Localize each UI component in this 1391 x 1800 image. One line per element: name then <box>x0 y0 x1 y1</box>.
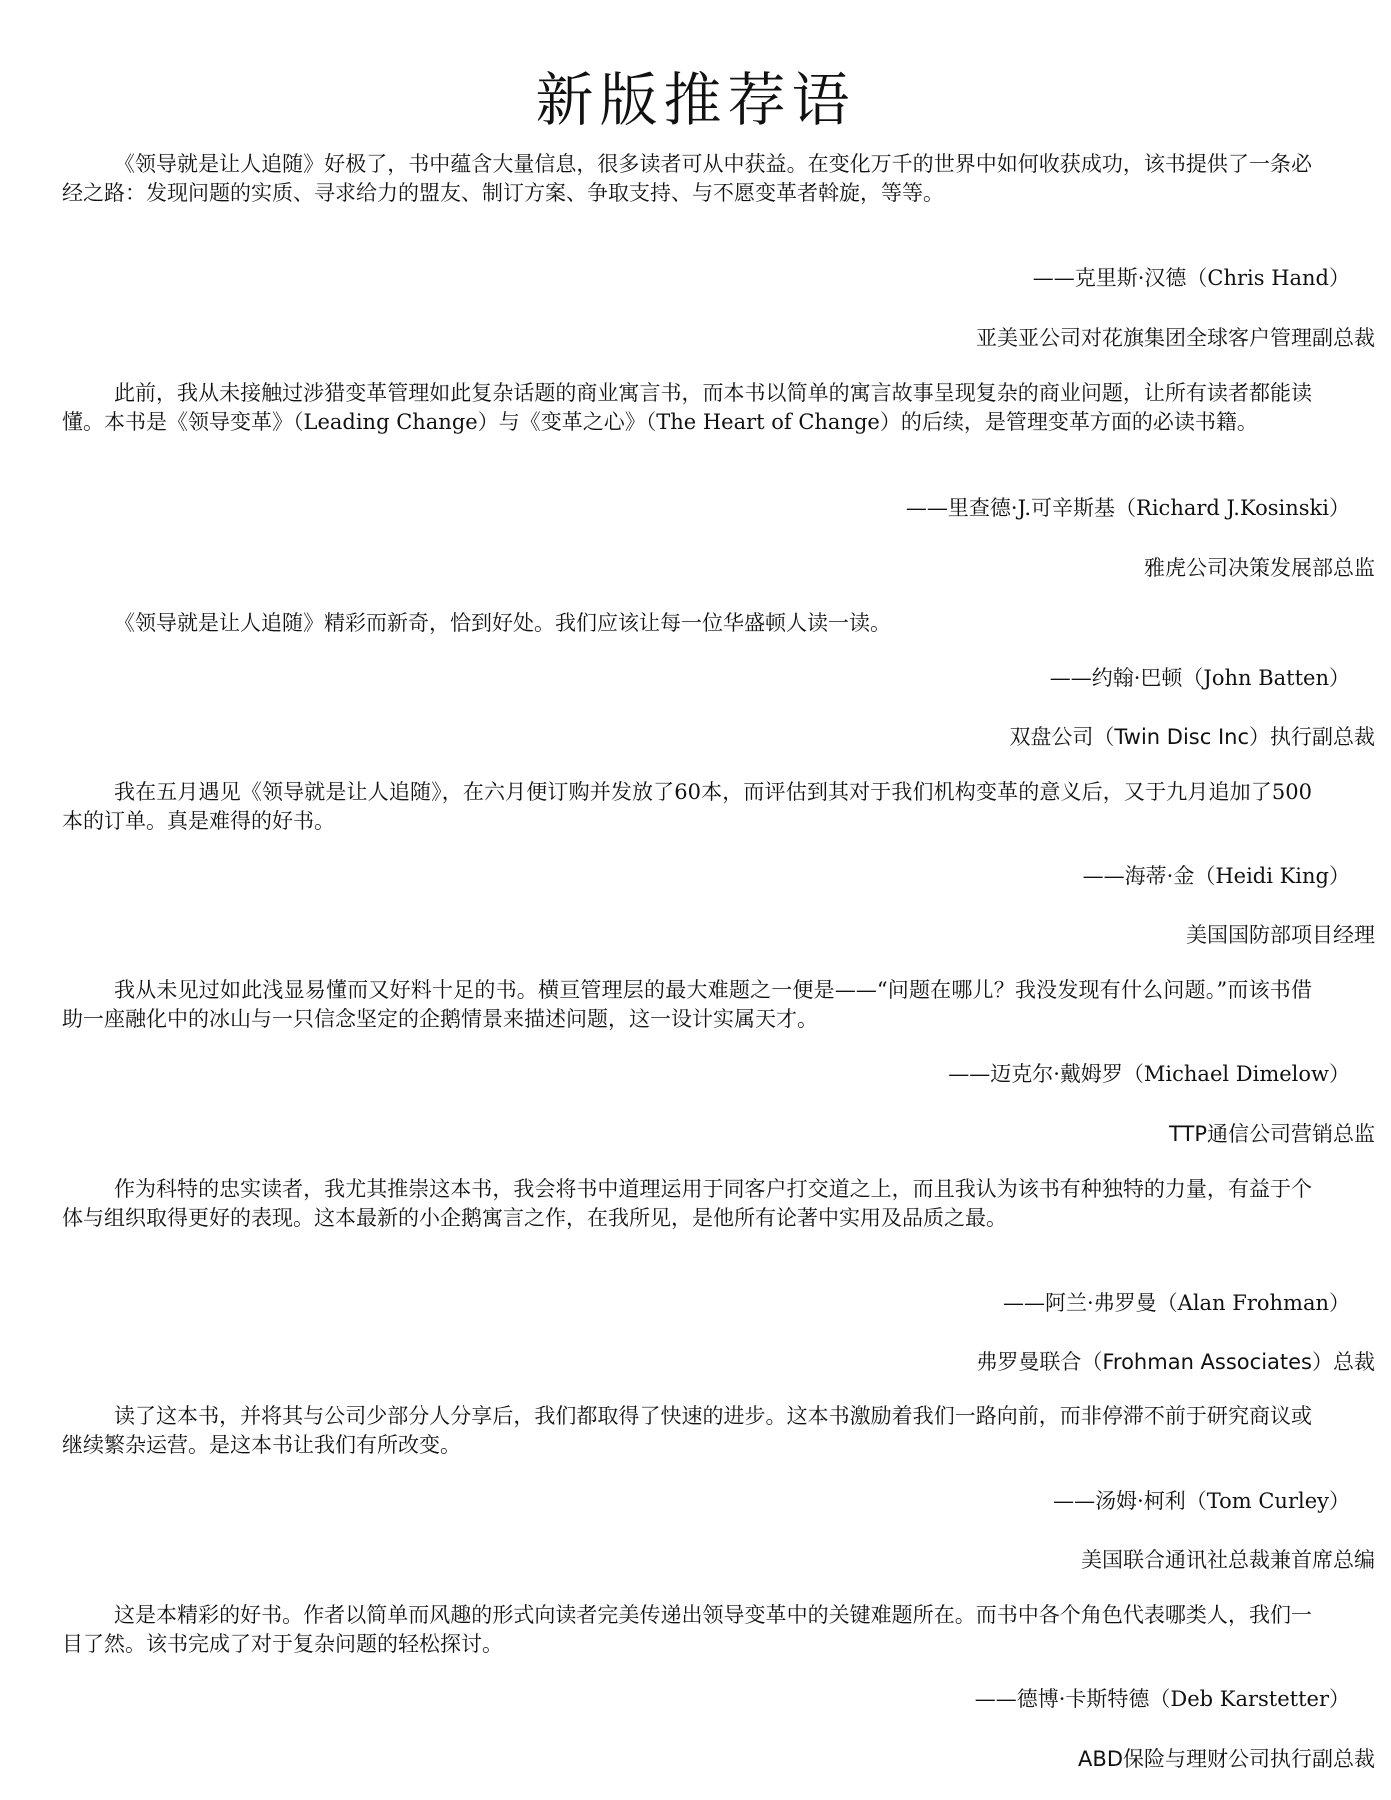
endorsement-author: ——约翰·巴顿（John Batten） <box>1049 666 1350 690</box>
endorsement-title: TTP通信公司营销总监 <box>1169 1122 1375 1146</box>
endorsement-text: 这是本精彩的好书。作者以简单而风趣的形式向读者完美传递出领导变革中的关键难题所在。而书中各个角色代表哪类人，我们一目了然。该书完成了对于复杂问题的轻松探讨。 <box>62 1603 1312 1656</box>
endorsement-title: 美国联合通讯社总裁兼首席总编 <box>1081 1548 1375 1572</box>
endorsement-text: 我从未见过如此浅显易懂而又好料十足的书。横亘管理层的最大难题之一便是——“问题在哪儿？我没发现有什么问题。”而该书借助一座融化中的冰山与一只信念坚定的企鹅情景来描述问题，这一设计实属天才。 <box>62 978 1312 1031</box>
endorsement-text: 读了这本书，并将其与公司少部分人分享后，我们都取得了快速的进步。这本书激励着我们一路向前，而非停滞不前于研究商议或继续繁杂运营。是这本书让我们有所改变。 <box>62 1404 1312 1457</box>
endorsement-title: 双盘公司（Twin Disc Inc）执行副总裁 <box>1009 725 1375 749</box>
endorsement-title: 雅虎公司决策发展部总监 <box>1144 556 1375 580</box>
endorsement-author: ——汤姆·柯利（Tom Curley） <box>1053 1489 1350 1513</box>
endorsement-title: ABD保险与理财公司执行副总裁 <box>1078 1747 1375 1771</box>
endorsement-text: 作为科特的忠实读者，我尤其推崇这本书，我会将书中道理运用于同客户打交道之上，而且我认为该书有种独特的力量，有益于个体与组织取得更好的表现。这本最新的小企鹅寓言之作，在我所见，是他所有论著中实用及品质之最。 <box>62 1177 1312 1230</box>
endorsement-author: ——里查德·J.可辛斯基（Richard J.Kosinski） <box>905 496 1350 520</box>
endorsement-author: ——海蒂·金（Heidi King） <box>1082 864 1350 888</box>
endorsement-text: 此前，我从未接触过涉猎变革管理如此复杂话题的商业寓言书，而本书以简单的寓言故事呈现复杂的商业问题，让所有读者都能读懂。本书是《领导变革》（Leading Change）与《变革之心》（The Heart of Change）的后续，是管理变革方面的必读书籍。 <box>62 381 1312 434</box>
page-title: 新版推荐语 <box>535 65 856 134</box>
endorsement-text: 《领导就是让人追随》好极了，书中蕴含大量信息，很多读者可从中获益。在变化万千的世界中如何收获成功，该书提供了一条必经之路：发现问题的实质、寻求给力的盟友、制订方案、争取支持、与不愿变革者斡旋，等等。 <box>62 152 1312 205</box>
endorsement-author: ——迈克尔·戴姆罗（Michael Dimelow） <box>948 1062 1350 1086</box>
endorsement-title: 亚美亚公司对花旗集团全球客户管理副总裁 <box>976 326 1375 350</box>
endorsement-text: 我在五月遇见《领导就是让人追随》，在六月便订购并发放了60本，而评估到其对于我们机构变革的意义后，又于九月追加了500本的订单。真是难得的好书。 <box>62 780 1312 833</box>
endorsement-title: 美国国防部项目经理 <box>1186 923 1375 947</box>
endorsement-author: ——德博·卡斯特德（Deb Karstetter） <box>974 1687 1350 1711</box>
endorsement-author: ——克里斯·汉德（Chris Hand） <box>1032 266 1350 290</box>
endorsement-title: 弗罗曼联合（Frohman Associates）总裁 <box>976 1350 1375 1374</box>
endorsement-text: 《领导就是让人追随》精彩而新奇，恰到好处。我们应该让每一位华盛顿人读一读。 <box>114 611 891 635</box>
endorsement-author: ——阿兰·弗罗曼（Alan Frohman） <box>1002 1291 1350 1315</box>
